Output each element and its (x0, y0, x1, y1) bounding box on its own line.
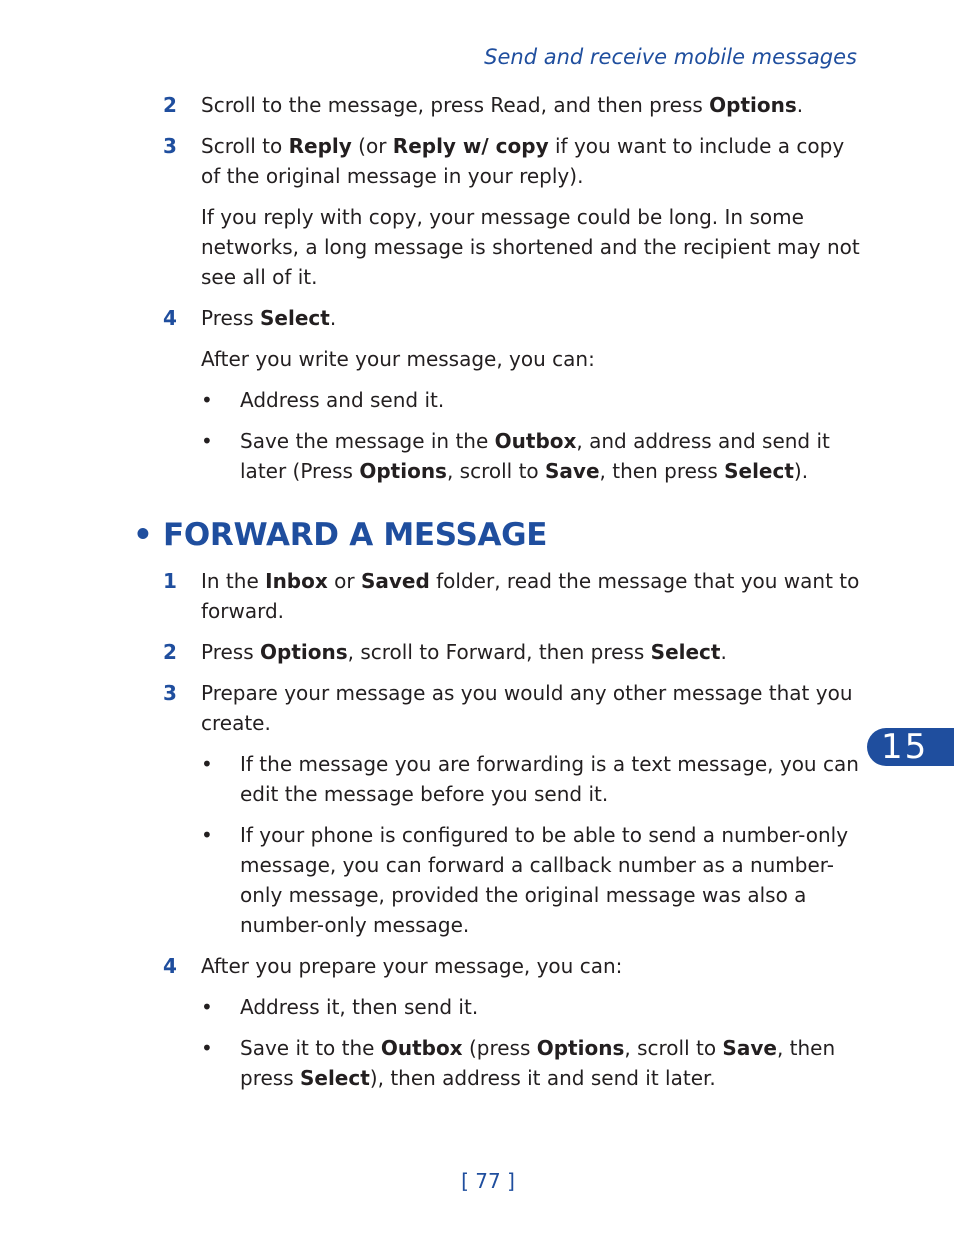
text-run: or (327, 569, 361, 593)
step-number: 2 (163, 93, 177, 117)
text-run: After you prepare your message, you can: (201, 954, 623, 978)
text-run: . (329, 306, 337, 330)
step-text (201, 681, 853, 735)
step-number: 4 (163, 954, 177, 978)
bold-term: Outbox (380, 1036, 463, 1060)
text-run: Address and send it. (240, 388, 445, 412)
step-item (0, 637, 861, 667)
bold-term: Options (536, 1036, 625, 1060)
step-text (201, 134, 844, 188)
bold-term: Select (299, 1066, 370, 1090)
text-run: . (796, 93, 804, 117)
step-text (201, 569, 859, 623)
bullet-item (0, 992, 860, 1022)
page-content (0, 90, 954, 1104)
bold-term: Options (359, 459, 447, 483)
text-run: , scroll to (446, 459, 546, 483)
bullet-text (240, 1036, 835, 1090)
text-run: , and address and send it later (Press (240, 429, 830, 483)
text-run: folder, read the message that you want to forward. (201, 569, 860, 623)
bold-term: Saved (360, 569, 430, 593)
bold-term: Inbox (265, 569, 328, 593)
step-number: 3 (163, 681, 177, 705)
after-paragraph: After you write your message, you can: (201, 347, 595, 371)
bold-term: Select (650, 640, 721, 664)
step-text (201, 306, 336, 330)
bullet-text (240, 823, 848, 937)
step-number: 1 (163, 569, 177, 593)
text-run: (or (351, 134, 393, 158)
text-run: , scroll to Forward, then press (347, 640, 651, 664)
note-paragraph: If you reply with copy, your message could be long. In some networks, a long message is shortened and the recipient may not see all of it. (201, 205, 860, 289)
bold-term: Save (722, 1036, 777, 1060)
text-run: (press (462, 1036, 537, 1060)
text-run: Address it, then send it. (240, 995, 479, 1019)
running-head: Send and receive mobile messages (484, 45, 857, 69)
text-run: Prepare your message as you would any other message that you create. (201, 681, 853, 735)
text-run: Scroll to (201, 134, 289, 158)
text-run: Press (201, 306, 260, 330)
bullet-dot: • (201, 429, 213, 453)
text-run: Save the message in the (240, 429, 495, 453)
bullet-item (0, 1033, 860, 1093)
step-item (0, 566, 861, 626)
bold-term: Outbox (494, 429, 577, 453)
bullet-item (0, 820, 860, 940)
step-text (201, 640, 727, 664)
text-run: . (720, 640, 727, 664)
text-run: if you want to include a copy of the original message in your reply). (201, 134, 845, 188)
bold-term: Reply (288, 134, 352, 158)
text-run: , then press (240, 1036, 836, 1090)
step-number: 4 (163, 306, 177, 330)
bullet-dot: • (201, 823, 213, 847)
bullet-text (240, 388, 444, 412)
text-run: , then press (599, 459, 725, 483)
text-run: In the (201, 569, 266, 593)
section-heading: • FORWARD A MESSAGE (133, 517, 548, 553)
step-item (0, 303, 861, 333)
bold-term: Options (260, 640, 348, 664)
bullet-item (0, 749, 860, 809)
bullet-text (240, 752, 859, 806)
bullet-item (0, 426, 860, 486)
step-text (201, 93, 803, 117)
bullet-dot: • (201, 995, 213, 1019)
text-run: , scroll to (624, 1036, 723, 1060)
bold-term: Select (260, 306, 330, 330)
bold-term: Reply w/ copy (392, 134, 549, 158)
text-run: If your phone is configured to be able to send a number-only message, you can forward a callback number as a number-only message, provided the original message was also a number-only message. (240, 823, 849, 937)
bold-term: Select (724, 459, 794, 483)
step-text (201, 954, 622, 978)
bullet-item (0, 385, 860, 415)
step-number: 3 (163, 134, 177, 158)
step-item (0, 678, 861, 738)
bold-term: Options (709, 93, 797, 117)
bullet-text (240, 429, 830, 483)
step-number: 2 (163, 640, 177, 664)
bullet-dot: • (201, 388, 213, 412)
bullet-text (240, 995, 478, 1019)
text-run: Save it to the (240, 1036, 381, 1060)
page-number: [ 77 ] (461, 1169, 515, 1193)
text-run: ). (793, 459, 809, 483)
bullet-dot: • (201, 752, 213, 776)
step-item (0, 90, 861, 120)
step-item (0, 951, 861, 981)
text-run: Scroll to the message, press Read, and then press (201, 93, 710, 117)
text-run: ), then address it and send it later. (369, 1066, 716, 1090)
text-run: Press (201, 640, 260, 664)
text-run: If the message you are forwarding is a text message, you can edit the message before you send it. (240, 752, 859, 806)
step-item (0, 131, 861, 191)
bullet-dot: • (201, 1036, 213, 1060)
chapter-tab: 15 (867, 728, 954, 766)
bold-term: Save (545, 459, 600, 483)
